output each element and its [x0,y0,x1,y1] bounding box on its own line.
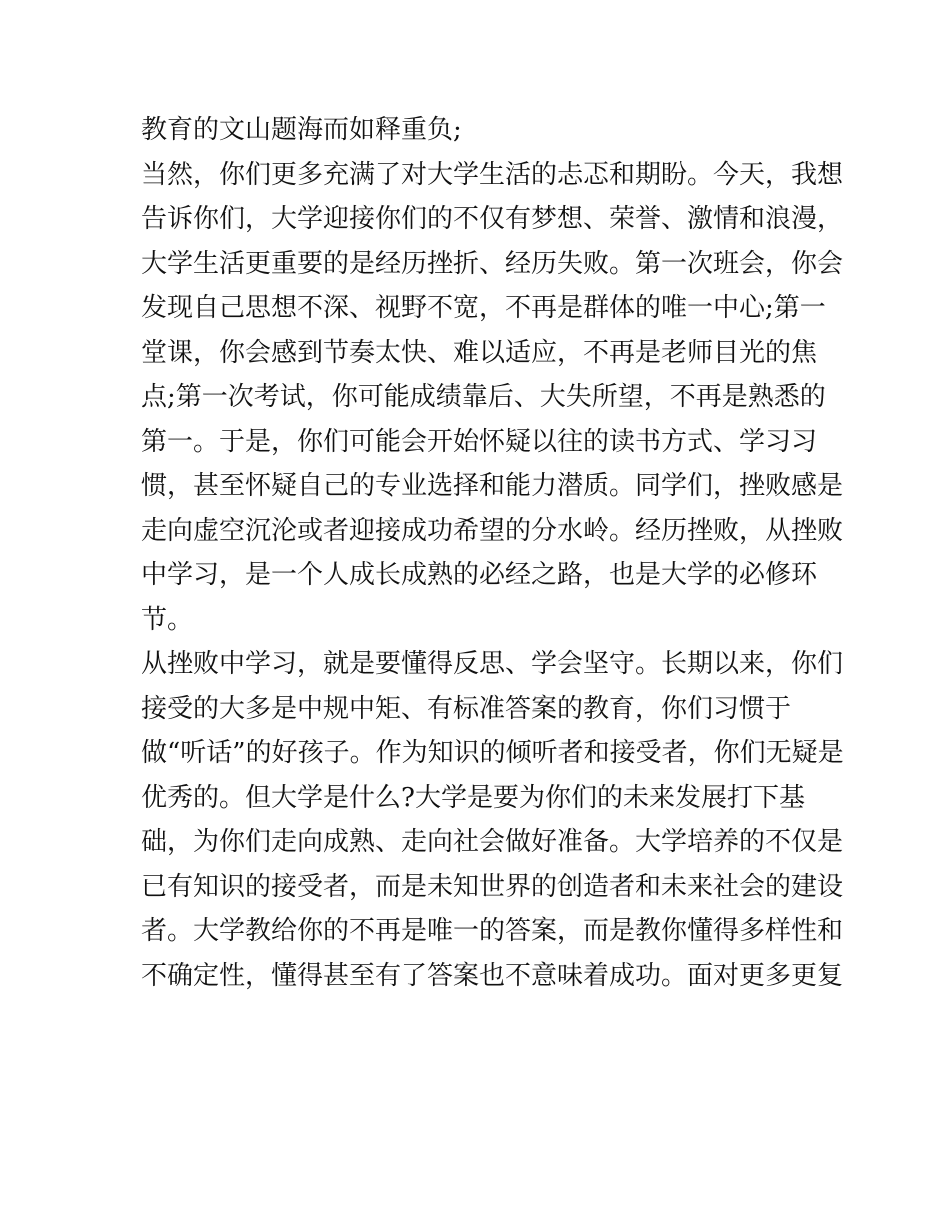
text-line: 走向虚空沉沦或者迎接成功希望的分水岭。经历挫败，从挫败 [141,515,844,546]
text-line: 大学生活更重要的是经历挫折、经历失败。第一次班会，你会 [141,248,844,279]
text-line: 点;第一次考试，你可能成绩靠后、大失所望，不再是熟悉的 [141,382,826,412]
text-line: 惯，甚至怀疑自己的专业选择和能力潜质。同学们，挫败感是 [141,471,844,501]
text-line: 已有知识的接受者，而是未知世界的创造者和未来社会的建设 [141,871,844,902]
text-line: 础，为你们走向成熟、走向社会做好准备。大学培养的不仅是 [141,827,844,857]
document-body [141,108,844,998]
text-line: 做“听话”的好孩子。作为知识的倾听者和接受者，你们无疑是 [141,738,844,768]
text-line: 节。 [141,604,194,635]
text-line: 优秀的。但大学是什么?大学是要为你们的未来发展打下基 [141,782,805,813]
text-line: 教育的文山题海而如释重负; [141,115,462,145]
text-line: 当然，你们更多充满了对大学生活的忐忑和期盼。今天，我想 [141,159,844,190]
text-line: 不确定性，懂得甚至有了答案也不意味着成功。面对更多更复 [141,960,844,991]
text-line: 告诉你们，大学迎接你们的不仅有梦想、荣誉、激情和浪漫， [141,204,844,234]
text-line: 发现自己思想不深、视野不宽，不再是群体的唯一中心;第一 [141,293,826,323]
text-line: 堂课，你会感到节奏太快、难以适应，不再是老师目光的焦 [141,337,818,368]
text-line: 接受的大多是中规中矩、有标准答案的教育，你们习惯于 [141,693,792,724]
text-line: 中学习，是一个人成长成熟的必经之路，也是大学的必修环 [141,560,818,590]
text-line: 从挫败中学习，就是要懂得反思、学会坚守。长期以来，你们 [141,649,844,679]
text-line: 第一。于是，你们可能会开始怀疑以往的读书方式、学习习 [141,426,818,457]
text-line: 者。大学教给你的不再是唯一的答案，而是教你懂得多样性和 [141,916,844,946]
